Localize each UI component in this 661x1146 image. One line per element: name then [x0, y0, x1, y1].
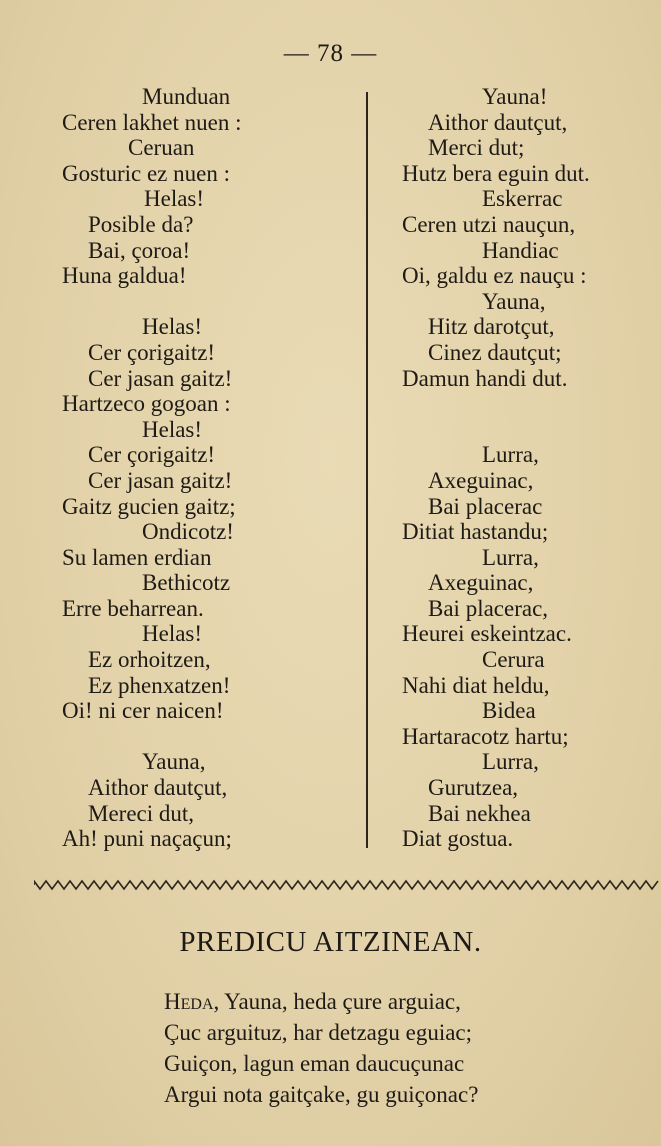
- verse-line: Handiac: [482, 237, 559, 263]
- verse-line: Merci dut;: [428, 135, 525, 161]
- verse-line: Lurra,: [482, 442, 539, 468]
- stanza-line: Guiçon, lagun eman daucuçunac: [164, 1051, 465, 1076]
- verse-line: Lurra,: [482, 749, 539, 775]
- verse-line: Helas!: [142, 416, 203, 442]
- verse-line: Cer jasan gaitz!: [88, 365, 233, 391]
- verse-line: Munduan: [142, 84, 231, 109]
- verse-line: Cer çorigaitz!: [88, 442, 216, 468]
- section-title: PREDICU AITZINEAN.: [179, 926, 482, 958]
- verse-line: Ah! puni naçaçun;: [62, 826, 232, 852]
- verse-line: Ceren utzi nauçun,: [402, 211, 576, 237]
- stanza-first-word: Heda: [164, 989, 214, 1014]
- verse-line: Cinez dautçut;: [428, 339, 562, 365]
- verse-line: Hutz bera eguin dut.: [402, 160, 590, 186]
- verse-line: Ditiat hastandu;: [402, 519, 549, 545]
- verse-line: Oi, galdu ez nauçu :: [402, 263, 587, 289]
- left-column: [62, 84, 352, 852]
- stanza-first-line-rest: , Yauna, heda çure arguiac,: [213, 989, 461, 1014]
- right-column: [402, 84, 642, 852]
- verse-line: Posible da?: [88, 211, 194, 237]
- verse-line: Damun handi dut.: [402, 365, 568, 391]
- stanza-line: [164, 986, 634, 1017]
- verse-line: Helas!: [142, 314, 203, 340]
- verse-line: Eskerrac: [482, 186, 563, 212]
- verse-line: Hartzeco gogoan :: [62, 391, 231, 417]
- verse-line: Helas!: [144, 186, 205, 212]
- stanza-gap: [62, 724, 352, 750]
- verse-line: Cer jasan gaitz!: [88, 467, 233, 493]
- verse-line: Aithor dautçut,: [88, 775, 228, 801]
- verse-line: Hitz darotçut,: [428, 314, 555, 340]
- verse-line: Bai placerac,: [428, 595, 549, 621]
- verse-line: Ceren lakhet nuen :: [62, 109, 242, 135]
- verse-line: Gosturic ez nuen :: [62, 160, 230, 186]
- verse-line: Lurra,: [482, 544, 539, 570]
- verse-line: Oi! ni cer naicen!: [62, 698, 224, 724]
- verse-line: Cerura: [482, 647, 545, 673]
- verse-line: Bai nekhea: [428, 800, 531, 826]
- verse-line: Ondicotz!: [142, 519, 234, 545]
- verse-line: Cer çorigaitz!: [88, 339, 216, 365]
- verse-line: Nahi diat heldu,: [402, 672, 550, 698]
- verse-line: Su lamen erdian: [62, 544, 212, 570]
- stanza-gap: [402, 391, 642, 417]
- verse-line: Huna galdua!: [62, 263, 187, 289]
- verse-line: Axeguinac,: [428, 570, 534, 596]
- verse-line: Hartaracotz hartu;: [402, 723, 569, 749]
- verse-line: Gaitz gucien gaitz;: [62, 493, 236, 519]
- verse-line: Yauna,: [142, 749, 206, 775]
- verse-line: Gurutzea,: [428, 775, 519, 801]
- verse-line: Axeguinac,: [428, 467, 534, 493]
- stanza-line: Çuc arguituz, har detzagu eguiac;: [164, 1020, 473, 1045]
- verse-line: Ez orhoitzen,: [88, 647, 211, 673]
- verse-line: Heurei eskeintzac.: [402, 621, 572, 647]
- verse-line: Bidea: [482, 698, 536, 724]
- column-divider: [366, 92, 368, 848]
- verse-line: Diat gostua.: [402, 826, 514, 852]
- verse-line: Ez phenxatzen!: [88, 672, 231, 698]
- verse-line: Aithor dautçut,: [428, 109, 568, 135]
- wavy-rule-ornament: [34, 878, 660, 892]
- stanza-gap: [402, 417, 642, 443]
- verse-line: Mereci dut,: [88, 800, 195, 826]
- opening-stanza: [164, 986, 634, 1110]
- verse-line: Yauna!: [482, 84, 548, 109]
- verse-line: Erre beharrean.: [62, 595, 204, 621]
- stanza-line: Argui nota gaitçake, gu guiçonac?: [164, 1082, 479, 1107]
- verse-line: Bai placerac: [428, 493, 543, 519]
- verse-line: Ceruan: [128, 135, 195, 161]
- verse-line: Bethicotz: [142, 570, 231, 596]
- page-number: — 78 —: [283, 40, 378, 67]
- verse-line: Bai, çoroa!: [88, 237, 191, 263]
- stanza-gap: [62, 289, 352, 315]
- verse-line: Helas!: [142, 621, 203, 647]
- verse-line: Yauna,: [482, 288, 546, 314]
